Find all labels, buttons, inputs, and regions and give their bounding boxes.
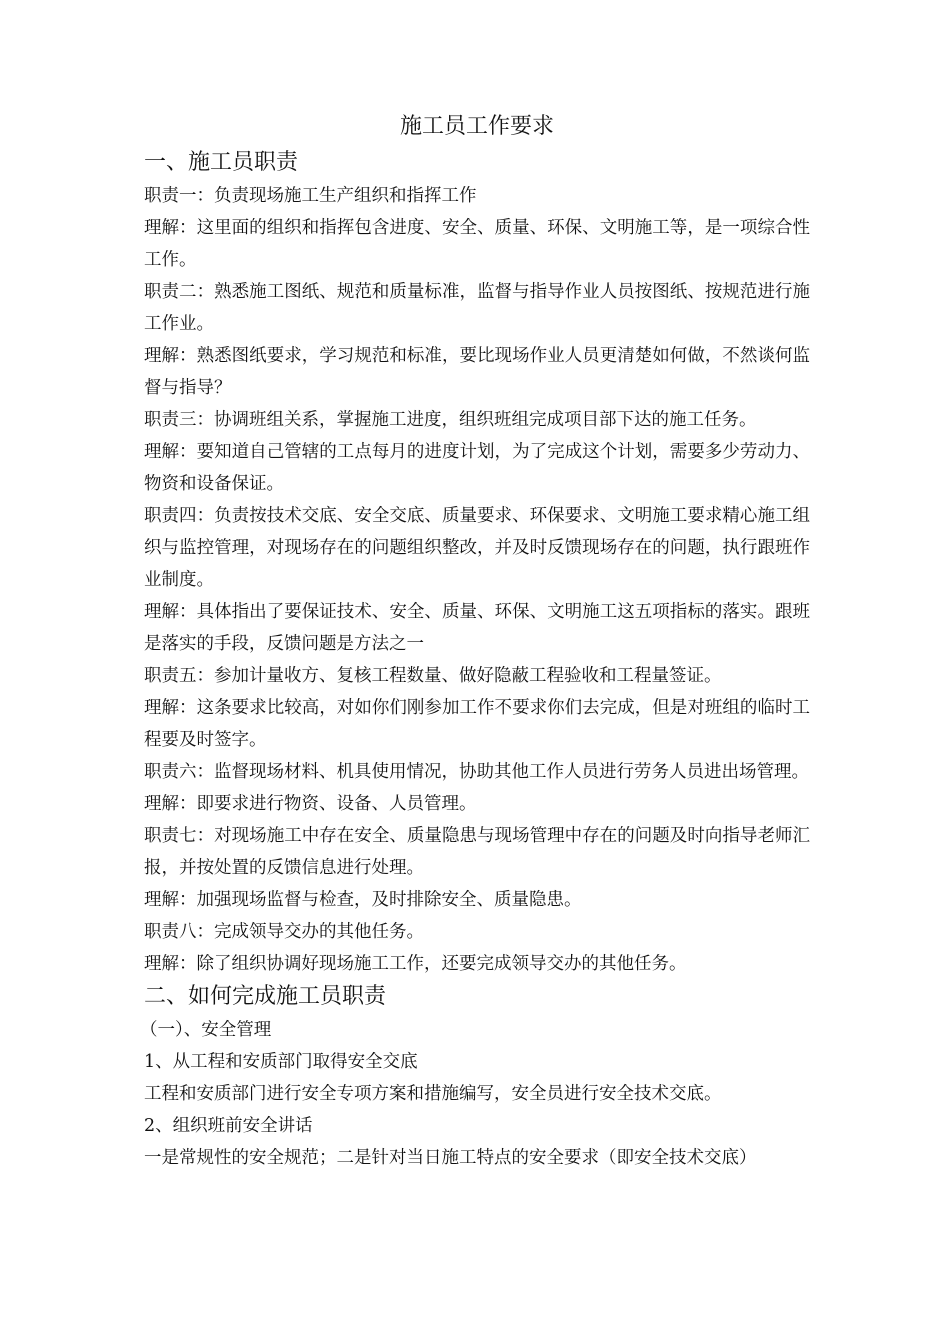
section-how-to <box>140 1014 810 1174</box>
paragraph: 理解：具体指出了要保证技术、安全、质量、环保、文明施工这五项指标的落实。跟班是落实的手段，反馈问题是方法之一 <box>144 602 810 654</box>
paragraph: 职责二：熟悉施工图纸、规范和质量标准，监督与指导作业人员按图纸、按规范进行施工作业。 <box>144 282 810 334</box>
paragraph: 理解：熟悉图纸要求，学习规范和标准，要比现场作业人员更清楚如何做，不然谈何监督与指导？ <box>144 346 810 398</box>
paragraph: 理解：除了组织协调好现场施工工作，还要完成领导交办的其他任务。 <box>144 954 687 974</box>
paragraph: 理解：加强现场监督与检查，及时排除安全、质量隐患。 <box>144 890 582 910</box>
section-heading-duties: 一、施工员职责 <box>144 150 299 175</box>
paragraph: 职责六：监督现场材料、机具使用情况，协助其他工作人员进行劳务人员进出场管理。 <box>144 762 809 782</box>
paragraph: 1、从工程和安质部门取得安全交底 <box>144 1052 418 1072</box>
paragraph: 职责四：负责按技术交底、安全交底、质量要求、环保要求、文明施工要求精心施工组织与监控管理，对现场存在的问题组织整改，并及时反馈现场存在的问题，执行跟班作业制度。 <box>144 506 810 590</box>
document-title: 施工员工作要求 <box>399 114 554 139</box>
paragraph: 2、组织班前安全讲话 <box>144 1116 313 1136</box>
paragraph: 职责三：协调班组关系，掌握施工进度，组织班组完成项目部下达的施工任务。 <box>144 410 757 430</box>
paragraph: 理解：即要求进行物资、设备、人员管理。 <box>144 794 477 814</box>
paragraph: 职责一：负责现场施工生产组织和指挥工作 <box>144 186 477 206</box>
document-body <box>140 108 810 1174</box>
paragraph: 理解：这里面的组织和指挥包含进度、安全、质量、环保、文明施工等，是一项综合性工作。 <box>144 218 810 270</box>
paragraph: 职责八：完成领导交办的其他任务。 <box>144 922 424 942</box>
paragraph: 理解：要知道自己管辖的工点每月的进度计划，为了完成这个计划，需要多少劳动力、物资和设备保证。 <box>144 442 810 494</box>
section-duties <box>144 180 810 980</box>
paragraph: 职责五：参加计量收方、复核工程数量、做好隐蔽工程验收和工程量签证。 <box>144 666 722 686</box>
paragraph: 一是常规性的安全规范；二是针对当日施工特点的安全要求（即安全技术交底） <box>144 1148 757 1168</box>
subsection-heading-safety: （一）、安全管理 <box>140 1020 272 1040</box>
paragraph: 职责七：对现场施工中存在安全、质量隐患与现场管理中存在的问题及时向指导老师汇报，并按处置的反馈信息进行处理。 <box>144 826 810 878</box>
paragraph: 理解：这条要求比较高，对如你们刚参加工作不要求你们去完成，但是对班组的临时工程要及时签字。 <box>144 698 810 750</box>
paragraph: 工程和安质部门进行安全专项方案和措施编写，安全员进行安全技术交底。 <box>144 1084 722 1104</box>
section-heading-how-to: 二、如何完成施工员职责 <box>144 984 387 1009</box>
